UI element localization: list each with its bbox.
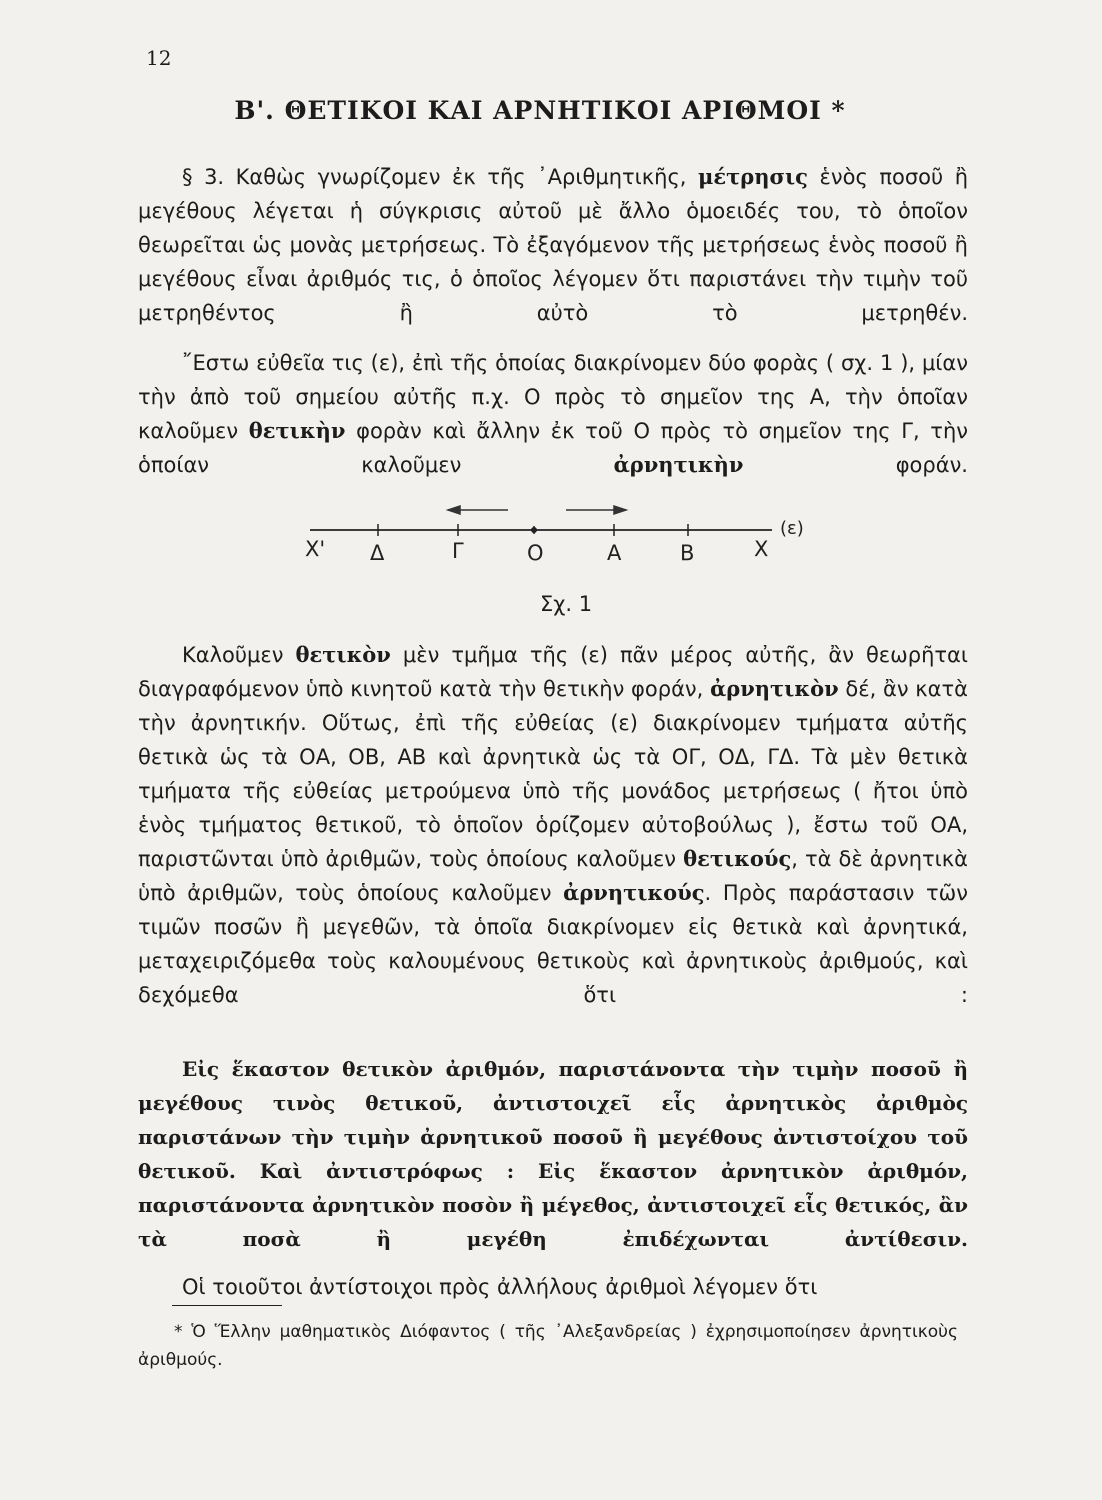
section-heading: Β'. ΘΕΤΙΚΟΙ ΚΑΙ ΑΡΝΗΤΙΚΟΙ ΑΡΙΘΜΟΙ *: [234, 96, 846, 125]
text-run: μὲν τμῆμα τῆς (ε) πᾶν μέρος αὐτῆς, ἂν θεωρῆται διαγραφόμενον ὑπὸ κινητοῦ κατὰ τὴν θετικὴν φοράν,: [138, 643, 968, 701]
direction-arrows: [448, 506, 626, 514]
footnote-rule: [172, 1305, 282, 1306]
bold-term: ἀρνητικούς: [563, 880, 705, 905]
text-run: δέ, ἂν κατὰ τὴν ἀρνητικήν. Οὕτως, ἐπὶ τῆς εὐθείας (ε) διακρίνομεν τμήματα αὐτῆς θετικὰ ὡς τὰ ΟΑ, ΟΒ, ΑΒ καὶ ἀρνητικὰ ὡς τὰ ΟΓ, ΟΔ, ΓΔ. Τὰ μὲν θετικὰ τμήματα τῆς εὐθείας μετρούμενα ὑπὸ τῆς μονάδος μετρήσεως ( ἤτοι ὑπὸ ἑνὸς τμήματος θετικοῦ, τὸ ὁποῖον ὁρίζομεν αὐτοβούλως ), ἔστω τοῦ ΟΑ, παριστῶνται ὑπὸ ἀριθμῶν, τοὺς ὁποίους καλοῦμεν: [138, 677, 968, 871]
label-gamma: Γ: [452, 539, 464, 563]
label-x: Χ: [754, 537, 769, 561]
text-run: , τὰ δὲ ἀρνητικὰ ὑπὸ ἀριθμῶν, τοὺς ὁποίους καλοῦμεν: [138, 847, 968, 905]
bold-term: θετικὸν: [295, 642, 391, 667]
label-delta: Δ: [370, 541, 385, 565]
text-run: Καλοῦμεν: [182, 643, 296, 667]
text-run: § 3. Καθὼς γνωρίζομεν ἐκ τῆς ᾿Αριθμητικῆς,: [182, 165, 699, 189]
text-run: ἑνὸς ποσοῦ ἢ μεγέθους λέγεται ἡ σύγκρισις αὐτοῦ μὲ ἄλλο ὁμοειδές του, τὸ ὁποῖον θεωρεῖται ὡς μονὰς μετρήσεως. Τὸ ἐξαγόμενον τῆς μετρήσεως ἑνὸς ποσοῦ ἢ μεγέθους εἶναι ἀριθμός τις, ὁ ὁποῖος λέγομεν ὅτι παριστάνει τὴν τιμὴν τοῦ μετρηθέντος ἢ αὐτὸ τὸ μετρηθέν.: [138, 165, 969, 325]
text-run: φοράν.: [743, 453, 968, 477]
label-a: Α: [607, 541, 622, 565]
paragraph-definition-bold: [138, 1052, 968, 1256]
bold-term: μέτρησις: [698, 164, 808, 189]
text-run: φορὰν καὶ ἄλλην ἐκ τοῦ Ο πρὸς τὸ σημεῖον της Γ, τὴν ὁποίαν καλοῦμεν: [138, 419, 968, 477]
page-number: 12: [146, 46, 172, 70]
text-run: ῎Εστω εὐθεῖα τις (ε), ἐπὶ τῆς ὁποίας διακρίνομεν δύο φορὰς ( σχ. 1 ), μίαν τὴν ἀπὸ τοῦ σημείου αὐτῆς π.χ. Ο πρὸς τὸ σημεῖον της Α, τὴν ὁποῖαν καλοῦμεν: [138, 351, 968, 443]
footnote-text: * Ὁ Ἕλλην μαθηματικὸς Διόφαντος ( τῆς ᾿Αλεξανδρείας ) ἐχρησιμοποίησεν ἀρνητικοὺς ἀριθμούς.: [138, 1322, 958, 1370]
bold-term: θετικὴν: [248, 418, 346, 443]
paragraph-segments: [138, 638, 968, 1012]
label-o: Ο: [527, 541, 544, 565]
bold-term: θετικούς: [683, 846, 792, 871]
text-run: Οἱ τοιοῦτοι ἀντίστοιχοι πρὸς ἀλλήλους ἀριθμοὶ λέγομεν ὅτι: [182, 1275, 818, 1299]
label-epsilon: (ε): [780, 518, 804, 539]
text-run: . Πρὸς παράστασιν τῶν τιμῶν ποσῶν ἢ μεγεθῶν, τὰ ὁποῖα διακρίνομεν εἰς θετικὰ καὶ ἀρνητικά, μεταχειριζόμεθα τοὺς καλουμένους θετικοὺς καὶ ἀρνητικοὺς ἀριθμούς, καὶ δεχόμεθα ὅτι :: [138, 881, 969, 1007]
figure-caption: Σχ. 1: [540, 592, 593, 616]
footnote: [138, 1318, 958, 1374]
bold-term: ἀρνητικὴν: [613, 452, 744, 477]
origin-point: [531, 527, 537, 533]
paragraph-continuation: [138, 1270, 968, 1304]
text-run: Εἰς ἕκαστον θετικὸν ἀριθμόν, παριστάνοντα τὴν τιμὴν ποσοῦ ἢ μεγέθους τινὸς θετικοῦ, ἀντιστοιχεῖ εἷς ἀρνητικὸς ἀριθμὸς παριστάνων τὴν τιμὴν ἀρνητικοῦ ποσοῦ ἢ μεγέθους ἀντιστοίχου τοῦ θετικοῦ. Καὶ ἀντιστρόφως : Εἰς ἕκαστον ἀρνητικὸν ἀριθμόν, παριστάνοντα ἀρνητικὸν ποσὸν ἢ μέγεθος, ἀντιστοιχεῖ εἷς θετικός, ἂν τὰ ποσὰ ἢ μεγέθη ἐπιδέχωνται ἀντίθεσιν.: [138, 1057, 968, 1251]
bold-term: ἀρνητικὸν: [710, 676, 839, 701]
label-b: Β: [680, 541, 695, 565]
label-x-prime: Χ': [305, 537, 326, 561]
number-line-figure: [0, 0, 1102, 620]
